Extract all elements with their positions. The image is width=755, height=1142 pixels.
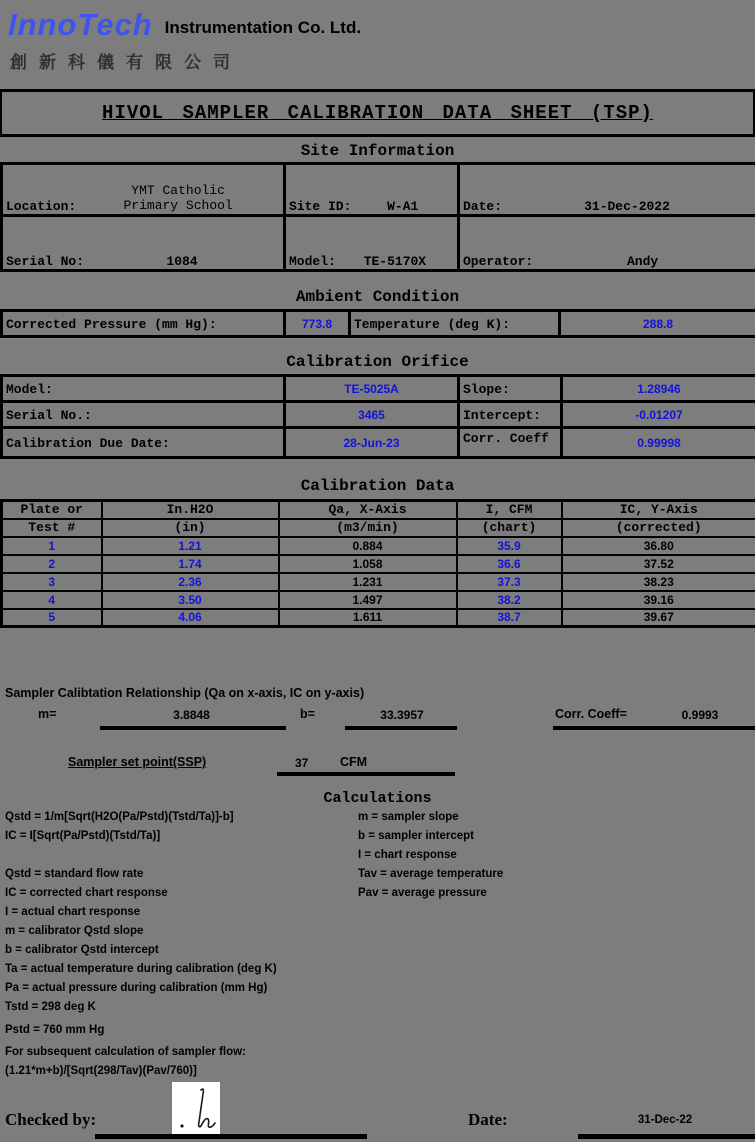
signature <box>172 1082 220 1135</box>
cell-icfm: 35.9 <box>457 537 562 555</box>
cell-ic: 37.52 <box>562 555 755 573</box>
checked-by-label: Checked by: <box>5 1110 97 1129</box>
orifice-serial-label: Serial No.: <box>6 407 92 423</box>
calc-line: Pa = actual pressure during calibration (mm Hg) <box>5 982 268 994</box>
table-row <box>2 311 755 337</box>
location-value: YMT Catholic Primary School <box>123 183 233 213</box>
cell-icfm: 37.3 <box>457 573 562 591</box>
corr-coeff-underline <box>553 726 755 730</box>
signature-mark <box>174 1084 218 1133</box>
innotech-logo: InnoTech <box>8 7 153 42</box>
cell-test: 3 <box>2 573 102 591</box>
col-subheader-h2o: (in) <box>102 519 279 537</box>
calibration-data-table <box>0 499 755 628</box>
calc-line: Qstd = 1/m[Sqrt(H2O(Pa/Pstd)(Tstd/Ta)]-b] <box>5 811 234 823</box>
ssp-label: Sampler set point(SSP) <box>68 755 207 769</box>
model-value: TE-5170X <box>363 254 427 269</box>
footer-date-underline <box>578 1134 755 1139</box>
col-subheader-test: Test # <box>2 519 102 537</box>
slope-label: Slope: <box>463 381 510 397</box>
calc-line: b = sampler intercept <box>358 830 474 842</box>
cell-test: 4 <box>2 591 102 609</box>
m-underline <box>100 726 286 730</box>
header <box>0 0 755 42</box>
cell-h2o: 3.50 <box>102 591 279 609</box>
intercept-label: Intercept: <box>463 407 542 423</box>
col-header-h2o: In.H2O <box>102 501 279 519</box>
company-name-chinese: 創新科儀有限公司 <box>10 53 242 72</box>
col-subheader-icfm: (chart) <box>457 519 562 537</box>
corr-coeff-label: Corr. Coeff <box>463 431 549 446</box>
table-row <box>2 376 755 402</box>
cell-ic: 39.16 <box>562 591 755 609</box>
relationship-heading: Sampler Calibtation Relationship (Qa on x-axis, IC on y-axis) <box>5 686 365 700</box>
location-label: Location: <box>6 199 77 214</box>
calculations-left-column <box>5 808 358 1081</box>
serial-no-label: Serial No: <box>6 254 85 269</box>
table-row <box>2 428 755 458</box>
cell-h2o: 2.36 <box>102 573 279 591</box>
table-row <box>2 573 755 591</box>
pressure-label: Corrected Pressure (mm Hg): <box>6 316 217 332</box>
due-date-value: 28-Jun-23 <box>343 435 400 450</box>
col-header-test: Plate or <box>2 501 102 519</box>
calc-line <box>5 846 358 865</box>
operator-label: Operator: <box>463 254 534 269</box>
calc-line: Pav = average pressure <box>358 887 487 899</box>
cell-qa: 1.231 <box>279 573 457 591</box>
cell-qa: 0.884 <box>279 537 457 555</box>
title-box <box>0 89 755 137</box>
calibration-data-heading: Calibration Data <box>300 477 455 495</box>
orifice-model-value: TE-5025A <box>344 381 399 396</box>
operator-value: Andy <box>627 254 659 269</box>
intercept-value: -0.01207 <box>635 407 683 422</box>
ssp-underline <box>277 772 455 776</box>
cell-test: 5 <box>2 609 102 627</box>
cell-h2o: 4.06 <box>102 609 279 627</box>
cell-qa: 1.611 <box>279 609 457 627</box>
calc-line: m = sampler slope <box>358 811 459 823</box>
serial-no-value: 1084 <box>166 254 198 269</box>
calibration-orifice-heading: Calibration Orifice <box>286 353 469 371</box>
calc-line: Ta = actual temperature during calibration (deg K) <box>5 963 277 975</box>
col-subheader-ic: (corrected) <box>562 519 755 537</box>
cell-icfm: 36.6 <box>457 555 562 573</box>
table-header-row <box>2 501 755 519</box>
pressure-value: 773.8 <box>301 316 333 331</box>
cell-h2o: 1.74 <box>102 555 279 573</box>
b-value: 33.3957 <box>380 708 424 722</box>
ssp-value: 37 <box>295 756 309 770</box>
checked-by-underline <box>95 1134 367 1139</box>
calc-line: I = actual chart response <box>5 906 141 918</box>
orifice-model-label: Model: <box>6 381 53 397</box>
col-header-ic: IC, Y-Axis <box>562 501 755 519</box>
table-row <box>2 216 755 271</box>
table-row <box>2 402 755 428</box>
calc-line: IC = I[Sqrt(Pa/Pstd)(Tstd/Ta)] <box>5 830 161 842</box>
calibration-orifice-table <box>0 374 755 459</box>
cell-ic: 39.67 <box>562 609 755 627</box>
site-id-label: Site ID: <box>289 199 352 214</box>
cell-ic: 36.80 <box>562 537 755 555</box>
col-subheader-qa: (m3/min) <box>279 519 457 537</box>
calc-line: Qstd = standard flow rate <box>5 868 144 880</box>
ambient-condition-table <box>0 309 755 338</box>
calc-line: b = calibrator Qstd intercept <box>5 944 159 956</box>
calc-line: (1.21*m+b)/[Sqrt(298/Tav)(Pav/760)] <box>5 1065 197 1077</box>
cell-h2o: 1.21 <box>102 537 279 555</box>
corr-coeff-fit-value: 0.9993 <box>681 708 719 722</box>
footer-date-value: 31-Dec-22 <box>637 1114 693 1126</box>
cell-qa: 1.497 <box>279 591 457 609</box>
cell-qa: 1.058 <box>279 555 457 573</box>
ssp-unit: CFM <box>340 755 368 769</box>
calc-line: Pstd = 760 mm Hg <box>5 1024 105 1036</box>
table-header-row <box>2 519 755 537</box>
date-value: 31-Dec-2022 <box>584 199 670 214</box>
cell-icfm: 38.2 <box>457 591 562 609</box>
site-id-value: W-A1 <box>387 199 419 214</box>
model-label: Model: <box>289 254 336 269</box>
calc-line: Tav = average temperature <box>358 868 504 880</box>
site-information-table <box>0 162 755 272</box>
cell-test: 2 <box>2 555 102 573</box>
calc-line: For subsequent calculation of sampler flow: <box>5 1046 246 1058</box>
cell-test: 1 <box>2 537 102 555</box>
corr-coeff-value: 0.99998 <box>637 435 681 450</box>
table-row <box>2 164 755 216</box>
col-header-qa: Qa, X-Axis <box>279 501 457 519</box>
due-date-label: Calibration Due Date: <box>6 435 170 451</box>
calc-line: IC = corrected chart response <box>5 887 168 899</box>
company-name: Instrumentation Co. Ltd. <box>164 18 362 37</box>
m-value: 3.8848 <box>173 708 210 722</box>
page-title: HIVOL SAMPLER CALIBRATION DATA SHEET (TSP) <box>102 102 653 124</box>
col-header-icfm: I, CFM <box>457 501 562 519</box>
cell-ic: 38.23 <box>562 573 755 591</box>
temperature-value: 288.8 <box>642 316 674 331</box>
calculations-right-column <box>358 808 503 903</box>
slope-value: 1.28946 <box>637 381 681 396</box>
calc-line: I = chart response <box>358 849 457 861</box>
ambient-condition-heading: Ambient Condition <box>295 288 460 306</box>
table-row <box>2 555 755 573</box>
footer-date-label: Date: <box>468 1110 508 1129</box>
calc-line: Tstd = 298 deg K <box>5 1001 96 1013</box>
b-underline <box>345 726 457 730</box>
corr-coeff-fit-label: Corr. Coeff= <box>555 707 627 721</box>
calculations-heading: Calculations <box>323 790 432 807</box>
cell-icfm: 38.7 <box>457 609 562 627</box>
m-label: m= <box>38 707 57 721</box>
date-label: Date: <box>463 199 503 214</box>
table-row <box>2 537 755 555</box>
table-row <box>2 609 755 627</box>
temperature-label: Temperature (deg K): <box>354 316 511 332</box>
b-label: b= <box>300 707 315 721</box>
calc-line: m = calibrator Qstd slope <box>5 925 144 937</box>
site-information-heading: Site Information <box>300 142 455 160</box>
orifice-serial-value: 3465 <box>358 407 385 422</box>
table-row <box>2 591 755 609</box>
